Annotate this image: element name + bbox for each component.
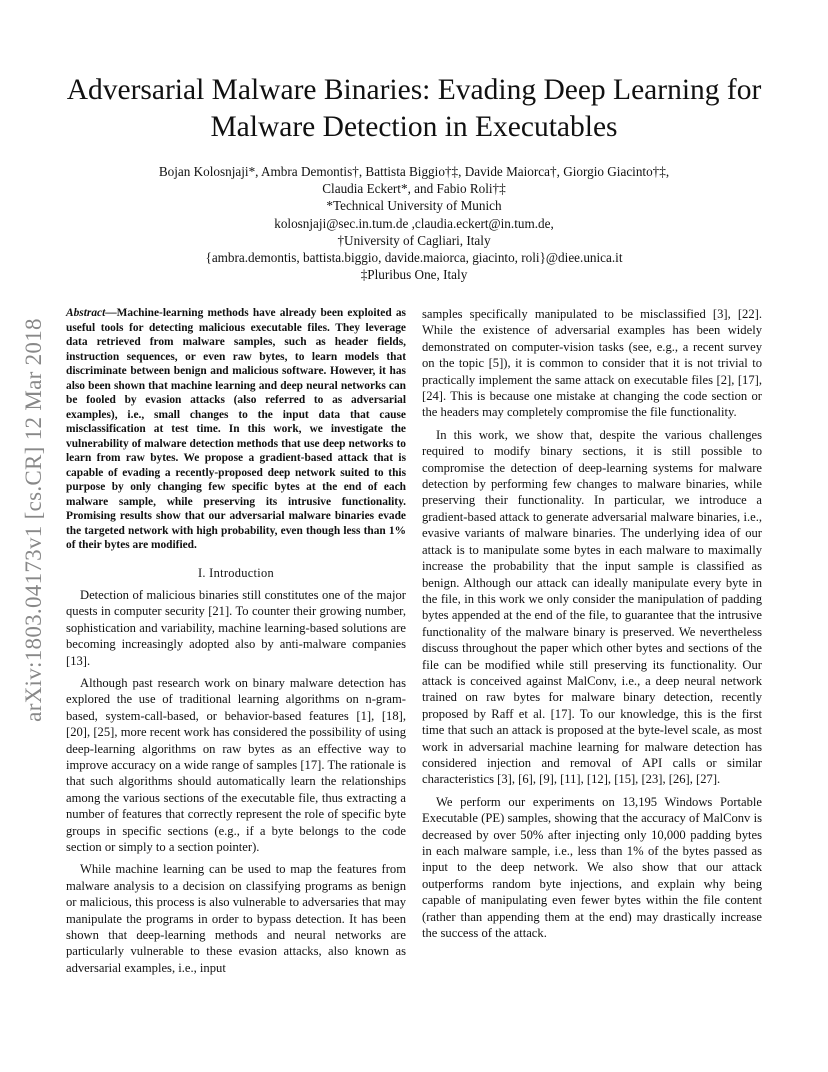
- intro-paragraph-4: samples specifically manipulated to be misclassified [3], [22]. While the existence of adversarial examples has been widely demonstrated on computer-vision tasks (see, e.g., a recent survey on the topic [5]), it is common to consider that it is not trivial to practically implement the same attack on executable files [2], [17], [24]. This is because one mistake at changing the code section or the headers may completely compromise the file functionality.: [422, 307, 762, 420]
- author-block: [60, 163, 768, 283]
- intro-paragraph-3: While machine learning can be used to map the features from malware analysis to a decision on classifying programs as benign or malicious, this process is also vulnerable to adversaries that may manipulate the programs in order to bypass detection. It has been shown that deep-learning methods and neural networks are particularly vulnerable to these evasion attacks, also known as adversarial examples, i.e., input: [66, 862, 406, 975]
- intro-paragraph-6: We perform our experiments on 13,195 Windows Portable Executable (PE) samples, showing that the accuracy of MalConv is decreased by over 50% after injecting only 10,000 padding bytes in each malware sample, i.e., less than 1% of the bytes passed as input to the deep network. We also show that our attack outperforms random byte injections, and explain why being capable of manipulating even fewer bytes within the file content (rather than appending them at the end) may drastically increase the success of the attack.: [422, 794, 762, 941]
- affiliation-cagliari: †University of Cagliari, Italy: [337, 232, 491, 248]
- right-column: [422, 306, 762, 947]
- intro-paragraph-5: In this work, we show that, despite the various challenges required to modify binary sections, it is still possible to compromise the detection of deep-learning systems for malware detection by performing few changes to malware binaries, while preserving their functionality. In particular, we introduce a gradient-based attack to generate adversarial malware binaries, i.e., evasive variants of malware binaries. The underlying idea of our attack is to manipulate some bytes in each malware to maximally increase the probability that the input sample is classified as benign. Although our attack can ideally manipulate every byte in the file, in this work we only consider the manipulation of padding bytes appended at the end of the file, to guarantee that the intrusive functionality of the malware binary is preserved. We nevertheless discuss throughout the paper which other bytes and sections of the file can be modified while still preserving its functionality. Our attack is conceived against MalConv, i.e., a deep neural network trained on raw bytes for malware binary detection, recently proposed by Raff et al. [17]. To our knowledge, this is the first time that such an attack is proposed at the byte-level scale, as most work in adversarial machine learning for malware detection has considered injection and removal of API calls or similar characteristics [3], [6], [9], [11], [12], [15], [23], [26], [27].: [422, 427, 762, 787]
- affiliation-munich: *Technical University of Munich: [326, 198, 502, 214]
- abstract-lead: Abstract: [66, 307, 106, 319]
- author-line-2: Claudia Eckert*, and Fabio Roli†‡: [322, 181, 506, 197]
- intro-paragraph-2: Although past research work on binary malware detection has explored the use of traditional learning algorithms on n-gram-based, system-call-based, or behavior-based features [1], [18], [20], [25], more recent work has considered the possibility of using deep-learning algorithms on raw bytes as an effective way to improve accuracy on a wide range of samples [17]. The rationale is that such algorithms should automatically learn the relationships among the various sections of the executable file, thus extracting a number of features that correctly represent the role of specific byte groups in specific sections (e.g., if a byte belongs to the code section or simply to a section pointer).: [66, 675, 406, 854]
- intro-paragraph-1: Detection of malicious binaries still constitutes one of the major quests in computer security [21]. To counter their growing number, sophistication and variability, machine learning-based solutions are becoming increasingly adopted also by anti-malware companies [13].: [66, 587, 406, 668]
- arxiv-identifier: arXiv:1803.04173v1 [cs.CR] 12 Mar 2018: [21, 318, 46, 722]
- paper-title: Adversarial Malware Binaries: Evading Deep Learning for Malware Detection in Executables: [66, 74, 762, 143]
- author-line-1: Bojan Kolosnjaji*, Ambra Demontis†, Battista Biggio†‡, Davide Maiorca†, Giorgio Giacinto†‡,: [158, 164, 670, 179]
- emails-cagliari: {ambra.demontis, battista.biggio, davide.maiorca, giacinto, roli}@diee.unica.it: [205, 250, 623, 266]
- section-heading-introduction: I. Introduction: [197, 565, 275, 580]
- abstract-text: —Machine-learning methods have already been exploited as useful tools for detecting malicious executable files. They leverage data retrieved from malware samples, such as header fields, instruction sequences, or even raw bytes, to learn models that discriminate between benign and malicious software. However, it has also been shown that machine learning and deep neural networks can be fooled by evasion attacks (also referred to as adversarial examples), i.e., small changes to the input data that cause misclassification at test time. In this work, we investigate the vulnerability of malware detection methods that use deep networks to learn from raw bytes. We propose a gradient-based attack that is capable of evading a recently-proposed deep network suited to this purpose by only changing few specific bytes at the end of each malware sample, while preserving its intrusive functionality. Promising results show that our adversarial malware binaries evade the targeted network with high probability, even though less than 1% of their bytes are modified.: [66, 307, 406, 551]
- arxiv-sidebar-stamp: [14, 280, 54, 760]
- abstract: [66, 306, 406, 553]
- affiliation-pluribus: ‡Pluribus One, Italy: [360, 267, 468, 283]
- emails-munich: kolosnjaji@sec.in.tum.de ,claudia.eckert@in.tum.de,: [274, 215, 554, 231]
- left-column: [66, 306, 406, 982]
